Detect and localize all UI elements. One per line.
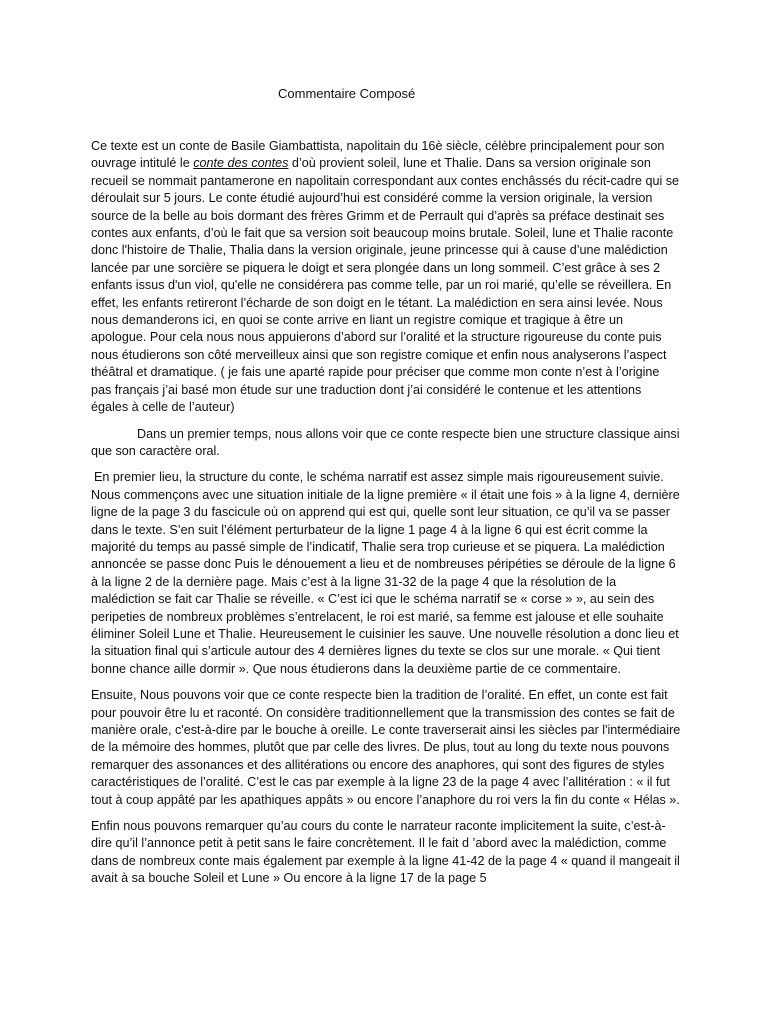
paragraph-introduction <box>91 138 681 417</box>
paragraph-foreshadowing: Enfin nous pouvons remarquer qu’au cours du conte le narrateur raconte implicitement la suite, c’est-à-dire qu’il l’annonce petit à petit sans le faire concrètement. Il le fait d ’abord avec la malédiction, comme dans de nombreux conte mais également par exemple à la ligne 41-42 de la page 4 « quand il mangeait il avait à sa bouche Soleil et Lune » Ou encore à la ligne 17 de la page 5 <box>91 819 680 886</box>
document-body <box>91 138 681 897</box>
paragraph-introduction-part2: d’où provient soleil, lune et Thalie. Dans sa version originale son recueil se nommait pantamerone en napolitain correspondant aux contes enchâssés du récit-cadre qui se déroulait sur 5 jours. Le conte étudié aujourd’hui est considéré comme la version originale, la version source de la belle au bois dormant des frères Grimm et de Perrault qui d’après sa préface destinait ses contes aux enfants, d’où le fait que sa version soit beaucoup moins brutale. Soleil, lune et Thalie raconte donc l'histoire de Thalie, Thalia dans la version originale, jeune princesse qui à cause d’une malédiction lancée par une sorcière se piquera le doigt et sera plongée dans un long sommeil. C’est grâce à ses 2 enfants issus d'un viol, qu'elle ne considérera pas comme telle, par un roi marié, qu’elle se réveillera. En effet, les enfants retireront l’écharde de son doigt en le tétant. La malédiction en sera ainsi levée. Nous nous demanderons ici, en quoi se conte arrive en liant un registre comique et tragique à être un apologue. Pour cela nous nous appuierons d’abord sur l’oralité et la structure rigoureuse du conte puis nous étudierons son côté merveilleux ainsi que son registre comique et enfin nous analyserons l’aspect théâtral et dramatique. ( je fais une aparté rapide pour préciser que comme mon conte n’est à l’origine pas français j’ai basé mon étude sur une traduction dont j’ai considéré le contenue et les attentions égales à celle de l’auteur) <box>91 156 680 415</box>
paragraph-structure: En premier lieu, la structure du conte, le schéma narratif est assez simple mais rigoureusement suivie. Nous commençons avec une situation initiale de la ligne première « il était une fois » à la ligne 4, dernière ligne de la page 3 du fascicule où on apprend qui est qui, quelle sont leur situation, ce qu’il va se passer dans le texte. S’en suit l’élément perturbateur de la ligne 1 page 4 à la ligne 6 qui est écrit comme la majorité du temps au passé simple de l’indicatif, Thalie sera trop curieuse et se piquera. La malédiction annoncée se passe donc Puis le dénouement a lieu et de nombreuses péripéties se déroule de la ligne 6 à la ligne 2 de la dernière page. Mais c’est à la ligne 31-32 de la page 4 que la résolution de la malédiction se fait car Thalie se réveille. « C’est ici que le schéma narratif se « corse » », au sein des peripeties de nombreux problèmes s’entrelacent, le roi est marié, sa femme est jalouse et elle souhaite éliminer Soleil Lune et Thalie. Heureusement le cuisinier les sauve. Une nouvelle résolution a donc lieu et la situation final qui s’articule autour des 4 dernières lignes du texte se clos sur une morale. « Qui tient bonne chance aille dormir ». Que nous étudierons dans la deuxième partie de ce commentaire. <box>91 470 680 676</box>
paragraph-introduction-part1: Ce texte est un conte de Basile Giambattista, napolitain du 16è siècle, célèbre principalement pour son ouvrage intitulé le <box>91 139 665 171</box>
paragraph-part-one-announcement: Dans un premier temps, nous allons voir que ce conte respecte bien une structure classique ainsi que son caractère oral. <box>91 426 680 458</box>
paragraph-orality: Ensuite, Nous pouvons voir que ce conte respecte bien la tradition de l’oralité. En effet, un conte est fait pour pouvoir être lu et raconté. On considère traditionnellement que la transmission des contes se fait de manière orale, c'est-à-dire par le bouche à oreille. Le conte traverserait ainsi les siècles par l'intermédiaire de la mémoire des hommes, plutôt que par celle des livres. De plus, tout au long du texte nous pouvons remarquer des assonances et des allitérations ou encore des anaphores, qui sont des figures de styles caractéristiques de l’oralité. C’est le cas par exemple à la ligne 23 de la page 4 avec l’allitération : « il fut tout à coup appâté par les apathiques appâts » ou encore l’anaphore du roi vers la fin du conte « Hélas ». <box>91 688 681 807</box>
document-title: Commentaire Composé <box>278 86 416 101</box>
book-title-reference: conte des contes <box>193 156 289 171</box>
